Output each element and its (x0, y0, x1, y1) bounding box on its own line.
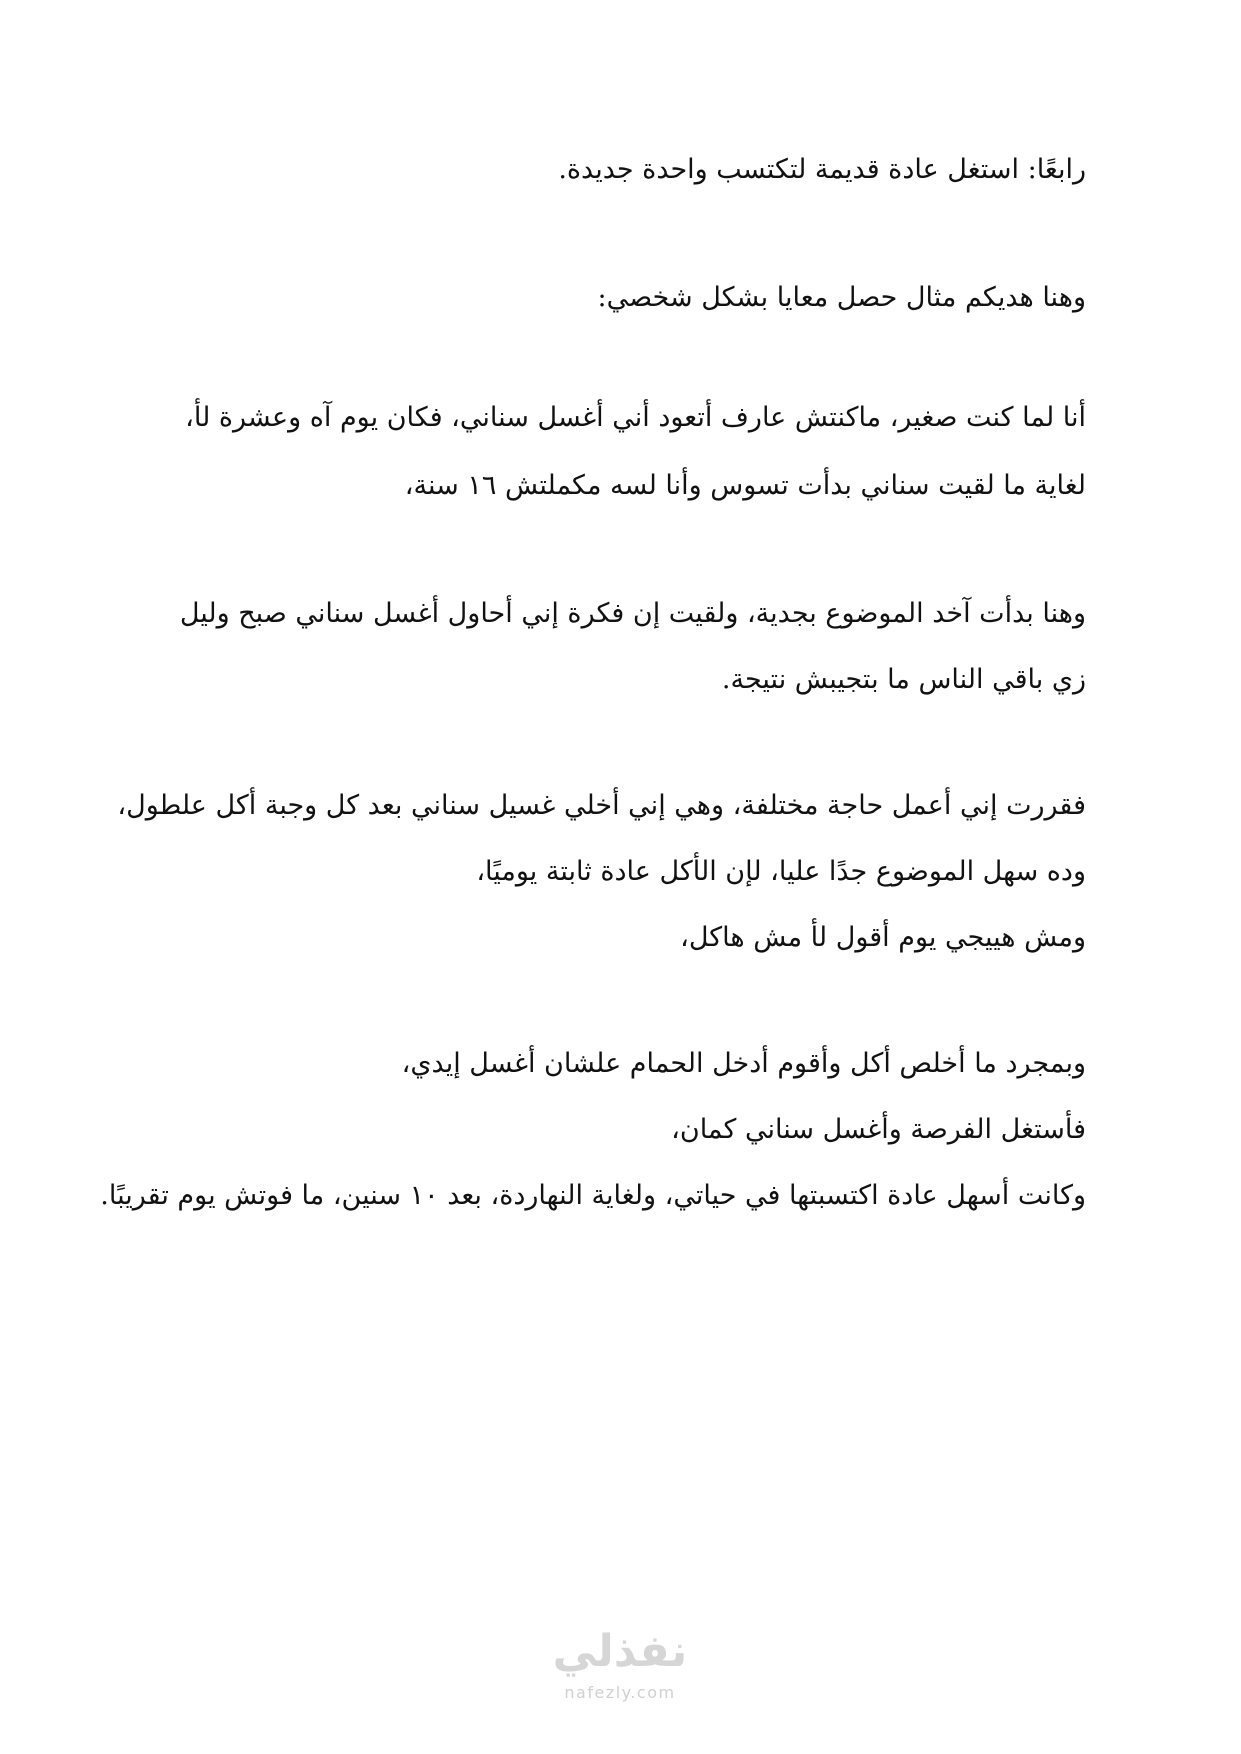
text-line: زي باقي الناس ما بتجيبش نتيجة. (721, 664, 1086, 695)
text-line: وهنا هديكم مثال حصل معايا بشكل شخصي: (597, 282, 1086, 313)
text-line: وبمجرد ما أخلص أكل وأقوم أدخل الحمام علشان أغسل إيدي، (401, 1048, 1086, 1079)
text-line: وكانت أسهل عادة اكتسبتها في حياتي، ولغاية النهاردة، بعد ١٠ سنين، ما فوتش يوم تقريبًا. (100, 1180, 1086, 1211)
text-line: وده سهل الموضوع جدًا عليا، لإن الأكل عادة ثابتة يوميًا، (476, 856, 1086, 887)
text-line: أنا لما كنت صغير، ماكنتش عارف أتعود أني أغسل سناني، فكان يوم آه وعشرة لأ، (185, 402, 1086, 433)
text-line: فأستغل الفرصة وأغسل سناني كمان، (671, 1114, 1086, 1145)
watermark (540, 1622, 700, 1742)
text-line: لغاية ما لقيت سناني بدأت تسوس وأنا لسه مكملتش ١٦ سنة، (404, 470, 1086, 501)
text-line: فقررت إني أعمل حاجة مختلفة، وهي إني أخلي غسيل سناني بعد كل وجبة أكل علطول، (117, 790, 1086, 821)
text-line: وهنا بدأت آخد الموضوع بجدية، ولقيت إن فكرة إني أحاول أغسل سناني صبح وليل (179, 598, 1086, 629)
heading-line: رابعًا: استغل عادة قديمة لتكتسب واحدة جديدة. (558, 154, 1086, 185)
text-line: ومش هييجي يوم أقول لأ مش هاكل، (680, 922, 1086, 953)
watermark-logo: نفذلي (552, 1626, 688, 1677)
watermark-url: nafezly.com (564, 1683, 676, 1702)
